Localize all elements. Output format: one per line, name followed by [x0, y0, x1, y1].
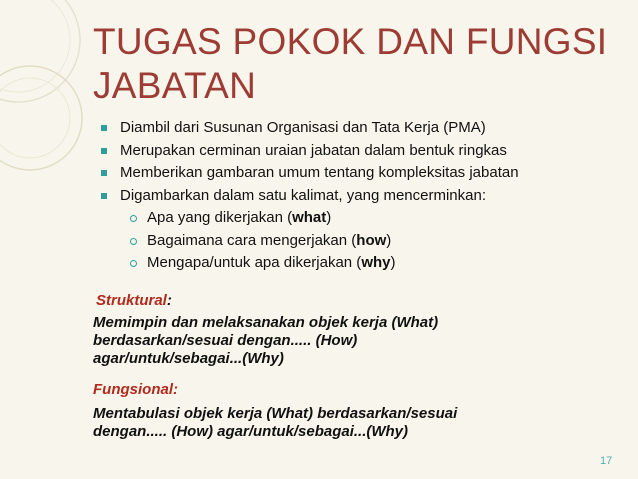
square-bullet-icon: [101, 193, 107, 199]
sub-bullet-text: Apa yang dikerjakan (: [147, 209, 293, 226]
bullet-list: [98, 117, 618, 275]
bullet-item: [98, 140, 618, 163]
slide-title: [93, 20, 613, 108]
paragraph-line: Memimpin dan melaksanakan objek kerja (What): [93, 314, 439, 331]
struktural-paragraph: [93, 314, 613, 368]
circle-bullet-icon: [130, 260, 137, 267]
bullet-text: Merupakan cerminan uraian jabatan dalam bentuk ringkas: [120, 141, 507, 159]
sub-bullet-keyword: how: [356, 231, 387, 249]
sub-bullet-keyword: what: [292, 209, 327, 226]
paragraph-line: dengan..... (How) agar/untuk/sebagai...(Why): [93, 423, 409, 440]
title-line-1: TUGAS POKOK DAN FUNGSI: [93, 21, 608, 62]
sub-bullet-item: [98, 230, 618, 253]
sub-bullet-keyword: why: [361, 254, 391, 271]
struktural-heading: [96, 292, 172, 309]
sub-bullet-item: [98, 252, 618, 275]
sub-bullet-suffix: ): [386, 231, 392, 249]
struktural-colon: :: [166, 292, 172, 309]
bullet-item: [98, 185, 618, 208]
sub-bullet-text: Bagaimana cara mengerjakan (: [147, 231, 357, 249]
sub-bullet-text: Mengapa/untuk apa dikerjakan (: [147, 254, 362, 271]
circle-bullet-icon: [130, 238, 137, 245]
circle-bullet-icon: [130, 215, 137, 222]
bullet-text: Memberikan gambaran umum tentang kompleksitas jabatan: [120, 164, 519, 181]
square-bullet-icon: [101, 148, 107, 154]
fungsional-heading: Fungsional:: [93, 381, 178, 398]
bullet-text: Digambarkan dalam satu kalimat, yang mencerminkan:: [120, 186, 486, 204]
square-bullet-icon: [101, 125, 107, 131]
sub-bullet-suffix: ): [390, 254, 396, 271]
sub-bullet-item: [98, 207, 618, 230]
paragraph-line: berdasarkan/sesuai dengan..... (How): [93, 332, 358, 349]
sub-bullet-suffix: ): [326, 209, 332, 226]
struktural-label: Struktural: [96, 292, 167, 309]
paragraph-line: agar/untuk/sebagai...(Why): [93, 350, 284, 367]
bullet-item: [98, 117, 618, 140]
paragraph-line: Mentabulasi objek kerja (What) berdasarkan/sesuai: [93, 405, 458, 422]
bullet-text: Diambil dari Susunan Organisasi dan Tata Kerja (PMA): [120, 119, 486, 136]
title-line-2: JABATAN: [93, 65, 257, 106]
square-bullet-icon: [101, 170, 107, 176]
fungsional-paragraph: [93, 405, 613, 441]
bullet-item: [98, 162, 618, 185]
page-number: 17: [600, 455, 613, 467]
